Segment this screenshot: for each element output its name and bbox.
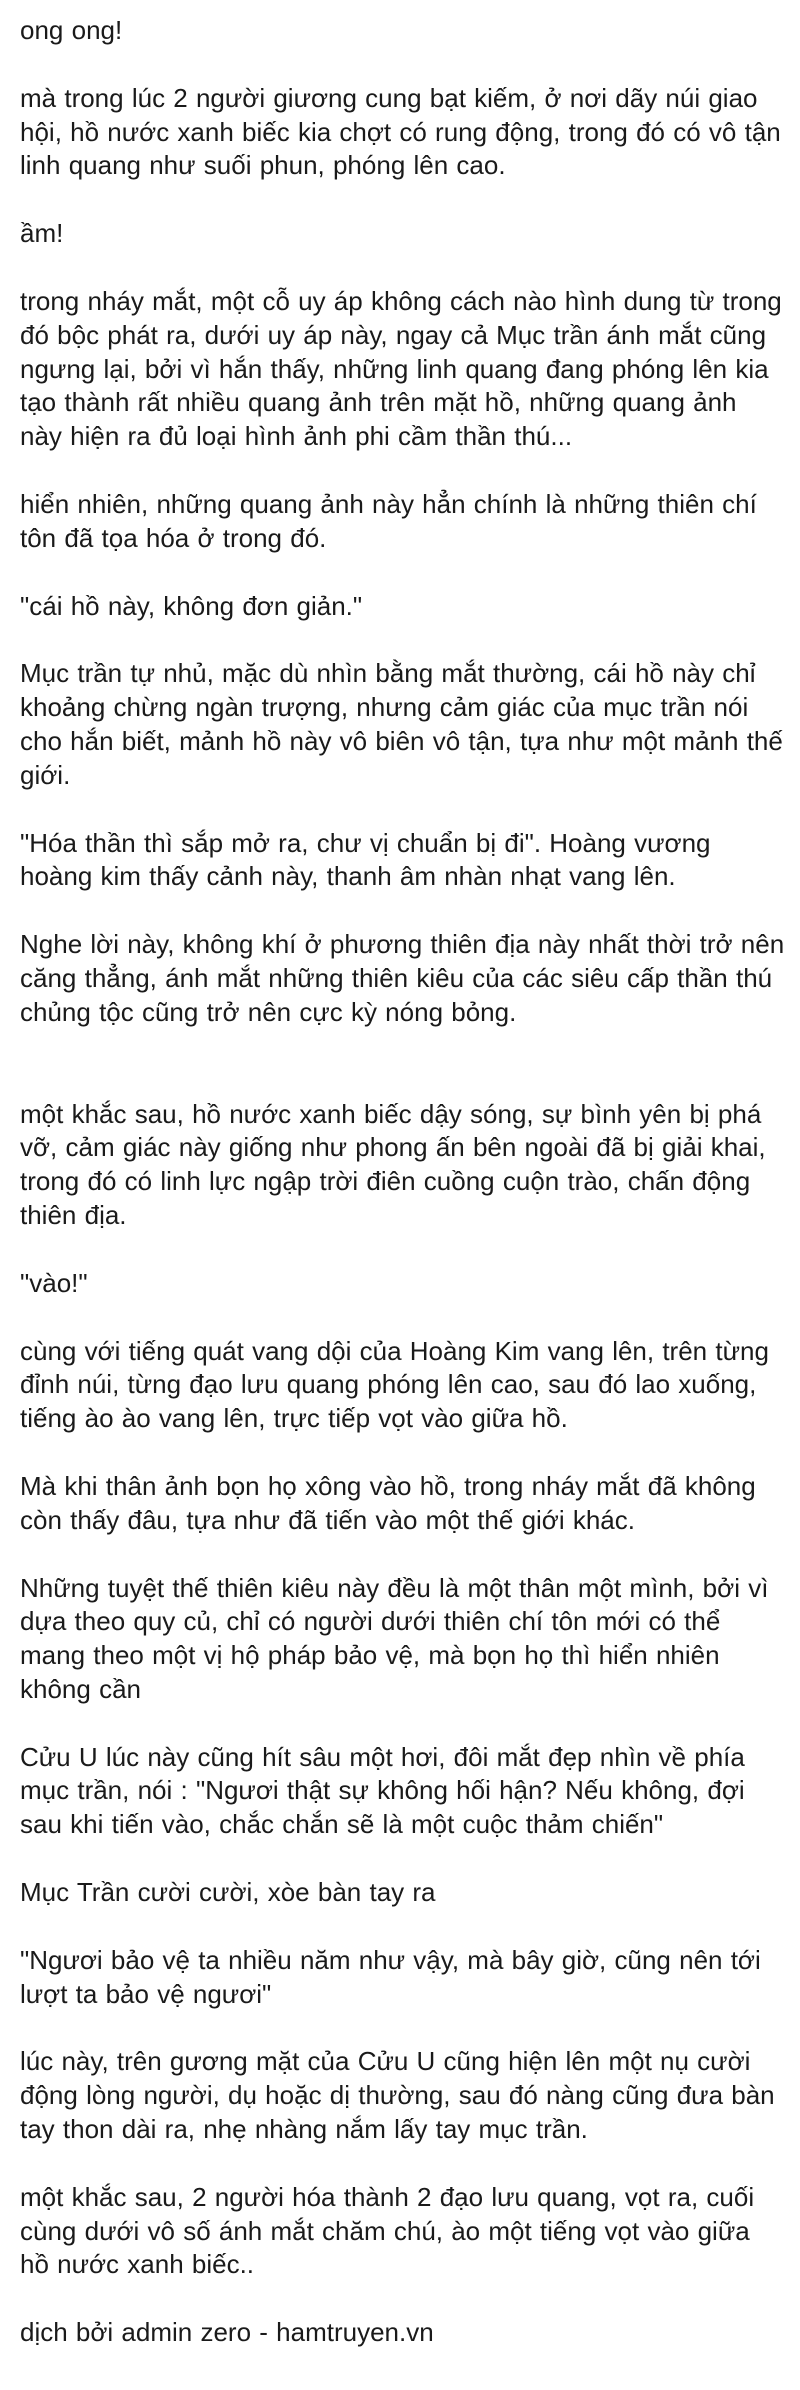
paragraph: "cái hồ này, không đơn giản." (20, 590, 363, 621)
paragraph: trong nháy mắt, một cỗ uy áp không cách nào hình dung từ trong đó bộc phát ra, dưới uy áp này, ngay cả Mục trần ánh mắt cũng ngưng lại, bởi vì hắn thấy, những linh quang đang phóng lên kia tạo thành rất nhiều quang ảnh trên mặt hồ, những quang ảnh này hiện ra đủ loại hình ảnh phi cầm thần thú... (20, 285, 782, 452)
paragraph: Mục trần tự nhủ, mặc dù nhìn bằng mắt thường, cái hồ này chỉ khoảng chừng ngàn trượng, nhưng cảm giác của mục trần nói cho hắn biết, mảnh hồ này vô biên vô tận, tựa như một mảnh thế giới. (20, 658, 783, 790)
paragraph: một khắc sau, hồ nước xanh biếc dậy sóng, sự bình yên bị phá vỡ, cảm giác này giống như phong ấn bên ngoài đã bị giải khai, trong đó có linh lực ngập trời điên cuồng cuộn trào, chấn động thiên địa. (20, 1098, 766, 1230)
paragraph: Mục Trần cười cười, xòe bàn tay ra (20, 1877, 436, 1908)
paragraph: lúc này, trên gương mặt của Cửu U cũng hiện lên một nụ cười động lòng người, dụ hoặc dị thường, sau đó nàng cũng đưa bàn tay thon dài ra, nhẹ nhàng nắm lấy tay mục trần. (20, 2046, 775, 2145)
paragraph: Nghe lời này, không khí ở phương thiên địa này nhất thời trở nên căng thẳng, ánh mắt những thiên kiêu của các siêu cấp thần thú chủng tộc cũng trở nên cực kỳ nóng bỏng. (20, 929, 785, 1027)
paragraph: "Hóa thần thì sắp mở ra, chư vị chuẩn bị đi". Hoàng vương hoàng kim thấy cảnh này, thanh âm nhàn nhạt vang lên. (20, 827, 711, 892)
paragraph: "Ngươi bảo vệ ta nhiều năm như vậy, mà bây giờ, cũng nên tới lượt ta bảo vệ ngươi" (20, 1944, 761, 2009)
paragraph: cùng với tiếng quát vang dội của Hoàng Kim vang lên, trên từng đỉnh núi, từng đạo lưu quang phóng lên cao, sau đó lao xuống, tiếng ào ào vang lên, trực tiếp vọt vào giữa hồ. (20, 1335, 769, 1434)
paragraph: hiển nhiên, những quang ảnh này hẳn chính là những thiên chí tôn đã tọa hóa ở trong đó. (20, 488, 757, 553)
paragraph: "vào!" (20, 1267, 88, 1298)
paragraph: mà trong lúc 2 người giương cung bạt kiếm, ở nơi dãy núi giao hội, hồ nước xanh biếc kia chợt có rung động, trong đó có vô tận linh quang như suối phun, phóng lên cao. (20, 82, 781, 181)
paragraph: Cửu U lúc này cũng hít sâu một hơi, đôi mắt đẹp nhìn về phía mục trần, nói : "Ngươi thật sự không hối hận? Nếu không, đợi sau khi tiến vào, chắc chắn sẽ là một cuộc thảm chiến" (20, 1741, 745, 1840)
paragraph: ong ong! (20, 15, 123, 45)
translator-credit: dịch bởi admin zero - hamtruyen.vn (20, 2317, 434, 2348)
paragraph: một khắc sau, 2 người hóa thành 2 đạo lưu quang, vọt ra, cuối cùng dưới vô số ánh mắt chăm chú, ào một tiếng vọt vào giữa hồ nước xanh biếc.. (20, 2181, 755, 2280)
paragraph: Mà khi thân ảnh bọn họ xông vào hồ, trong nháy mắt đã không còn thấy đâu, tựa như đã tiến vào một thế giới khác. (20, 1470, 756, 1535)
paragraph: Những tuyệt thế thiên kiêu này đều là một thân một mình, bởi vì dựa theo quy củ, chỉ có người dưới thiên chí tôn mới có thể mang theo một vị hộ pháp bảo vệ, mà bọn họ thì hiển nhiên không cần (20, 1572, 769, 1704)
paragraph: ầm! (20, 218, 64, 249)
